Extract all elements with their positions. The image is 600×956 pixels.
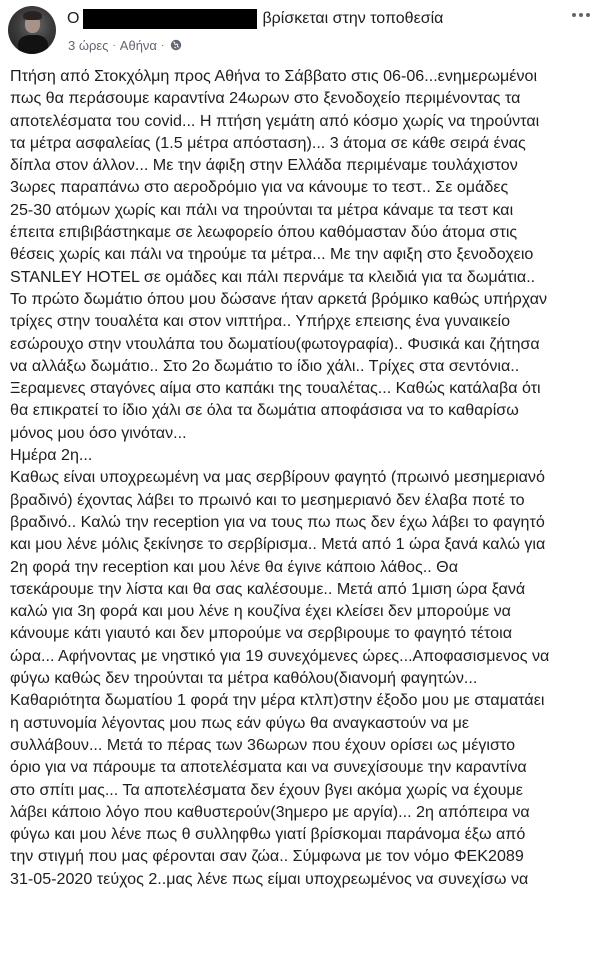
more-dot bbox=[572, 13, 576, 17]
more-options-icon[interactable] bbox=[572, 8, 590, 22]
post-text-line: Ξεραμενες σταγόνες αίμα στο καπάκι της τουαλέτας... Καθώς κατάλαβα ότι bbox=[10, 379, 541, 398]
post-header bbox=[0, 0, 600, 62]
more-dot bbox=[586, 13, 590, 17]
post-text-line: φύγω και μου λένε πως θ συλληφθω γιατί βρίσκομαι παράνομα έξω από bbox=[10, 825, 526, 844]
post-text-line: Καθαριότητα δωματίου 1 φορά την μέρα κτλπ)στην έξοδο μου με σταματάει bbox=[10, 691, 545, 710]
meta-separator: · bbox=[112, 39, 116, 51]
post-text-line: δίπλα στον άλλον... Με την άφιξη στην Ελλάδα περιμέναμε τουλάχιστον bbox=[10, 156, 518, 175]
post-text-line: 2η φορά την reception και μου λένε θα έγινε κάποιο λάθος.. Θα bbox=[10, 557, 458, 576]
post-text-line: Ημέρα 2η... bbox=[10, 446, 93, 465]
post-text-line: βραδινό.. Καλώ την reception για να τους πω πως δεν έχω λάβει το φαγητό bbox=[10, 512, 545, 531]
author-name[interactable]: Ο bbox=[67, 10, 80, 27]
post-text-line: θέσεις χωρίς και πάλι να τηρούμε τα μέτρα... Με την αφιξη στο ξενοδοχειο bbox=[10, 245, 534, 264]
redacted-name-bar bbox=[83, 9, 257, 29]
post-text-line: Πτήση από Στοκχόλμη προς Αθήνα το Σάββατο στις 06-06...ενημερωμένοι bbox=[10, 67, 538, 85]
globe-icon[interactable] bbox=[170, 39, 182, 51]
post-text-line: όριο για να πάρουμε τα αποτελέσματα και να συνεχίσουμε την καραντίνα bbox=[10, 758, 527, 777]
post-text-line: κάνουμε κάτι γιαυτό και δεν μπορούμε να σερβιρουμε το φαγητό τέτοια bbox=[10, 624, 513, 643]
post-text-line: να αλλάξω δωμάτιο.. Στο 2ο δωμάτιο το ίδιο χάλι.. Τρίχες στα σεντόνια.. bbox=[10, 356, 520, 375]
post-place[interactable]: Αθήνα bbox=[119, 37, 157, 53]
post-meta bbox=[68, 36, 182, 54]
post-body bbox=[10, 65, 595, 890]
post-text-line: συλλάβουν... Μετά το πέρας των 36ωρων που έχουν ορίσει ως μέγιστο bbox=[10, 735, 516, 754]
post-text-line: φύγω καθώς δεν τηρούνται τα μέτρα καθόλου(διανομή φαγητών... bbox=[10, 669, 478, 688]
post-text-line: STANLEY HOTEL σε ομάδες και πάλι περνάμε τα κλειδιά για τα δωμάτια.. bbox=[10, 267, 536, 286]
post-text-line: ώρα... Αφήνοντας με νηστικό για 19 συνεχόμενες ώρες...Αποφασισμενος να bbox=[10, 646, 550, 665]
avatar-hair bbox=[23, 11, 42, 20]
meta-separator-2: · bbox=[160, 39, 165, 51]
post-text-line: Καθως είναι υποχρεωμένη να μας σερβίρουν φαγητό (πρωινό μεσημεριανό bbox=[10, 468, 545, 487]
post-text-line: 25-30 ατόμων χωρίς και πάλι να τηρούνται τα μέτρα κάναμε τα τεστ και bbox=[10, 200, 514, 219]
post-text-line: 3ωρες παραπάνω στο αεροδρόμιο για να κάνουμε το τεστ.. Σε ομάδες bbox=[10, 178, 509, 197]
post-text-line: στο σπίτι μας... Τα αποτελέσματα δεν έχουν βγει ακόμα χωρίς να έχουμε bbox=[10, 780, 523, 799]
avatar-shirt bbox=[18, 35, 48, 54]
post-text-line: βραδινό) έχοντας λάβει το πρωινό και το μεσημεριανό δεν έλαβα ποτέ το bbox=[10, 490, 525, 509]
location-text: βρίσκεται στην τοποθεσία bbox=[262, 10, 444, 27]
post-text-line: έπειτα επιβιβάστηκαμε σε λεωφορείο όπου καθόμασταν δύο άτομα στις bbox=[10, 223, 518, 242]
post-text-line: και μου λένε μόλις ξεκίνησε το σερβίρισμα.. Μετά από 1 ώρα ξανά καλώ για bbox=[10, 535, 546, 554]
post-time[interactable]: 3 ώρες bbox=[68, 37, 109, 53]
post-text-line: θα επικρατεί το ίδιο χάλι σε όλα τα δωμάτια αποφάσισα να το καθαρίσω bbox=[10, 401, 519, 420]
post-text-line: τα μέτρα ασφαλείας (1.5 μέτρα απόσταση)... 3 άτομα σε κάθε σειρά ένας bbox=[10, 133, 526, 152]
post-text-line: λάβει κάποιο λόγο που καθυστερούν(3ημερο με αργία)... 2η απόπειρα να bbox=[10, 802, 530, 821]
post-text-line: τσεκάρουμε την λίστα και θα σας καλέσουμε.. Μετά από 1μιση ώρα ξανά bbox=[10, 579, 526, 598]
post-text-line: αποτελέσματα του covid... Η πτήση γεμάτη από κόσμο χωρίς να τηρούνται bbox=[10, 111, 540, 130]
post-text-line: καλώ για 3η φορά και μου λένε η κουζίνα έχει κλείσει δεν μπορούμε να bbox=[10, 602, 511, 621]
post-text-line: 31-05-2020 τεύχος 2..μας λένε πως είμαι υποχρεωμένος να συνεχίσω να bbox=[10, 869, 529, 888]
post-text-line: τρίχες στην τουαλέτα και στον νιπτήρα.. Υπήρχε επεισης ένα γυναικείο bbox=[10, 312, 511, 331]
post-text-line: Το πρώτο δωμάτιο όπου μου δώσανε ήταν αρκετά βρόμικο καθώς υπήρχαν bbox=[10, 289, 548, 308]
post-text-line: πως θα περάσουμε καραντίνα 24ωρων στο ξενοδοχείο περιμένοντας τα bbox=[10, 89, 521, 108]
post-text-line: η αστυνομία λέγοντας μου πως εάν φύγω θα αναγκαστούν να με bbox=[10, 713, 470, 732]
post-text-line: μόνος μου όσο γινόταν... bbox=[10, 423, 187, 442]
post-text-line: εσώρουχο στην ντουλάπα του δωματίου(φωτογραφία).. Φυσικά και ζήτησα bbox=[10, 334, 540, 353]
post-text-line: την στιγμή που μας φέρονται σαν ζώα.. Σύμφωνα με τον νόμο ΦΕΚ2089 bbox=[10, 847, 524, 866]
profile-avatar[interactable] bbox=[8, 6, 56, 54]
author-line bbox=[67, 8, 443, 30]
more-dot bbox=[579, 13, 583, 17]
